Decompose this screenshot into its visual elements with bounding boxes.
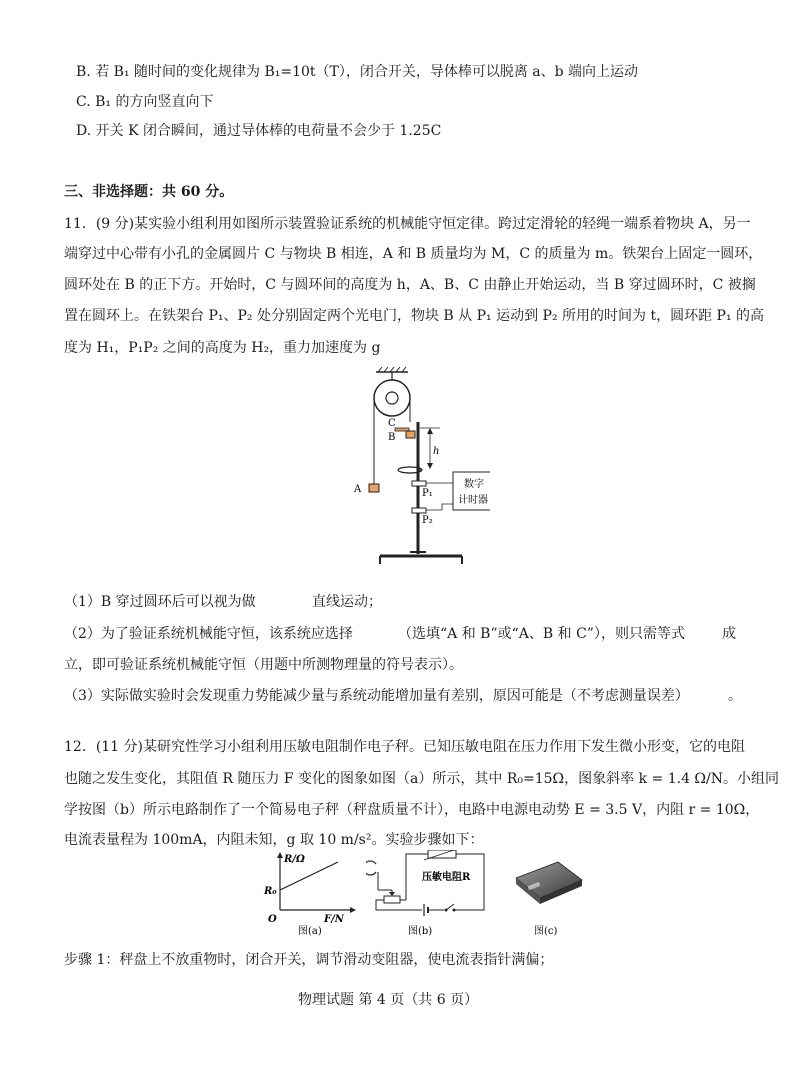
axis-y-label: R/Ω: [284, 854, 305, 865]
q11-line-4: 置在圆环上。在铁架台 P₁、P₂ 处分别固定两个光电门，物块 B 从 P₁ 运动到 P₂ 所用的时间为 t，圆环距 P₁ 的高: [64, 308, 765, 324]
section-heading: 三、非选择题：共 60 分。: [64, 184, 234, 200]
q12-step-1: 步骤 1：秤盘上不放重物时，闭合开关，调节滑动变阻器，使电流表指针满偏；: [64, 952, 554, 968]
label-b: B: [388, 432, 396, 443]
resistor-label: 压敏电阻R: [422, 872, 471, 883]
q11-sub2-d: 立，即可验证系统机械能守恒（用题中所测物理量的符号表示）。: [64, 657, 463, 673]
q11-line-1: 11．(9 分)某实验小组利用如图所示装置验证系统的机械能守恒定律。跨过定滑轮的轻绳一端系着物块 A，另一: [64, 216, 751, 232]
origin-label: O: [268, 914, 277, 925]
rheostat: [384, 896, 400, 903]
timer-label-2: 计时器: [458, 495, 488, 506]
caption-a: 图(a): [298, 926, 322, 936]
q11-line-5: 度为 H₁，P₁P₂ 之间的高度为 H₂，重力加速度为 g: [64, 340, 381, 356]
graph-line: [280, 862, 338, 890]
q11-sub1-b: 直线运动；: [312, 594, 382, 610]
photogate-p1: [412, 481, 426, 486]
option-c: C. B₁ 的方向竖直向下: [76, 94, 214, 110]
block-b: [406, 431, 415, 438]
timer-label-1: 数字: [464, 479, 484, 490]
q12-line-3: 学按图（b）所示电路制作了一个简易电子秤（秤盘质量不计），电路中电源电动势 E = 3.5 V，内阻 r = 10Ω，: [64, 802, 760, 818]
pulley: [374, 380, 410, 416]
option-b: B. 若 B₁ 随时间的变化规律为 B₁=10t（T），闭合开关，导体棒可以脱离 a、b 端向上运动: [76, 64, 639, 80]
label-h: h: [433, 446, 440, 457]
photogate-p2: [412, 508, 426, 513]
q11-sub2-a: （2）为了验证系统机械能守恒，该系统应选择: [64, 626, 353, 642]
q11-sub2-c: 成: [722, 626, 736, 642]
r0-label: R₀: [264, 886, 277, 897]
q12-line-1: 12．(11 分)某研究性学习小组利用压敏电阻制作电子秤。已知压敏电阻在压力作用下发生微小形变，它的电阻: [64, 739, 746, 755]
q11-sub3-a: （3）实际做实验时会发现重力势能减少量与系统动能增加量有差别，原因可能是（不考虑测量误差）: [64, 688, 689, 704]
q11-apparatus-figure: [350, 366, 490, 576]
q11-sub1-a: （1）B 穿过圆环后可以视为做: [64, 594, 256, 610]
label-p1: P₁: [422, 488, 433, 499]
caption-b: 图(b): [408, 926, 433, 936]
label-c: C: [388, 418, 396, 429]
page-footer: 物理试题 第 4 页（共 6 页）: [298, 992, 479, 1008]
q12-figure-b: [366, 850, 496, 936]
option-d: D. 开关 K 闭合瞬间，通过导体棒的电荷量不会少于 1.25C: [76, 123, 442, 139]
block-a: [369, 484, 379, 492]
q12-figure-c: [508, 852, 588, 936]
q11-line-2: 端穿过中心带有小孔的金属圆片 C 与物块 B 相连，A 和 B 质量均为 M，C 的质量为 m。铁架台上固定一圆环，: [64, 246, 763, 262]
q12-figure-a: [262, 850, 362, 936]
q12-line-2: 也随之发生变化，其阻值 R 随压力 F 变化的图象如图（a）所示，其中 R₀=15Ω，图象斜率 k = 1.4 Ω/N。小组同: [64, 771, 780, 787]
axis-x-label: F/N: [324, 914, 344, 925]
caption-c: 图(c): [534, 926, 558, 936]
label-a: A: [354, 484, 362, 495]
label-p2: P₂: [422, 515, 433, 526]
q12-line-4: 电流表量程为 100mA，内阻未知，g 取 10 m/s²。实验步骤如下：: [64, 832, 484, 848]
q11-sub3-b: 。: [728, 688, 742, 704]
q11-sub2-b: （选填“A 和 B”或“A、B 和 C”），则只需等式: [398, 626, 685, 642]
q11-line-3: 圆环处在 B 的正下方。开始时，C 与圆环间的高度为 h，A、B、C 由静止开始运动，当 B 穿过圆环时，C 被搁: [64, 277, 756, 293]
